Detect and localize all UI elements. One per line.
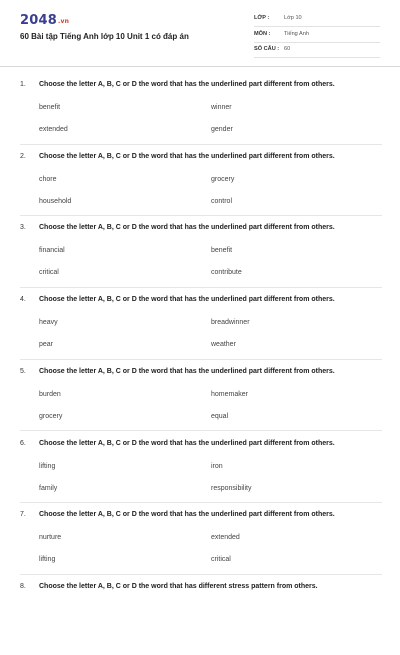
question-divider	[20, 144, 382, 145]
answer-option[interactable]: benefit	[211, 247, 233, 255]
question-number: 8.	[20, 582, 26, 590]
answer-option[interactable]: homemaker	[211, 390, 248, 398]
question-divider	[20, 287, 382, 288]
answer-option[interactable]: critical	[211, 556, 231, 564]
question-number: 5.	[20, 367, 26, 375]
question-number: 4.	[20, 296, 26, 304]
question-number: 1.	[20, 81, 26, 88]
answer-option[interactable]: winner	[211, 104, 232, 111]
answer-option[interactable]: lifting	[39, 462, 56, 470]
question-divider	[20, 574, 382, 575]
page-header	[0, 0, 400, 67]
question-item	[0, 440, 400, 512]
answer-option[interactable]: control	[211, 197, 233, 205]
logo-text: 2048	[20, 13, 57, 28]
answer-option[interactable]: chore	[39, 175, 57, 183]
meta-question-count	[254, 43, 380, 58]
question-stem: Choose the letter A, B, C or D the word that has the underlined part different from others.	[39, 81, 335, 88]
question-stem: Choose the letter A, B, C or D the word that has the underlined part different from others.	[39, 152, 335, 160]
question-stem: Choose the letter A, B, C or D the word that has the underlined part different from others.	[39, 224, 335, 232]
answer-option[interactable]: grocery	[211, 175, 235, 183]
answer-option[interactable]: extended	[39, 126, 68, 133]
logo-suffix: .vn	[57, 18, 70, 25]
answer-option[interactable]: heavy	[39, 319, 58, 327]
question-item	[0, 368, 400, 440]
answer-option[interactable]: responsibility	[211, 484, 252, 492]
meta-value: Tiếng Anh	[284, 31, 309, 37]
answer-option[interactable]: iron	[211, 462, 223, 470]
meta-grade	[254, 12, 380, 27]
answer-option[interactable]: equal	[211, 412, 229, 420]
answer-option[interactable]: grocery	[39, 412, 63, 420]
meta-key: LỚP :	[254, 15, 270, 21]
question-item	[0, 296, 400, 368]
question-item	[0, 153, 400, 225]
question-divider	[20, 502, 382, 503]
meta-key: MÔN :	[254, 31, 271, 37]
question-number: 2.	[20, 152, 26, 160]
answer-option[interactable]: contribute	[211, 269, 242, 277]
question-stem: Choose the letter A, B, C or D the word that has different stress pattern from others.	[39, 582, 318, 590]
answer-option[interactable]: benefit	[39, 104, 61, 111]
answer-option[interactable]: financial	[39, 247, 65, 255]
question-stem: Choose the letter A, B, C or D the word that has the underlined part different from others.	[39, 367, 335, 375]
meta-value: 60	[284, 46, 291, 52]
answer-option[interactable]: pear	[39, 341, 54, 349]
question-divider	[20, 215, 382, 216]
answer-option[interactable]: family	[39, 484, 58, 492]
question-item	[0, 224, 400, 296]
meta-value: Lớp 10	[284, 15, 302, 21]
answer-option[interactable]: weather	[211, 341, 236, 349]
meta-subject	[254, 28, 380, 43]
question-number: 7.	[20, 511, 26, 519]
question-divider	[20, 430, 382, 431]
answer-option[interactable]: burden	[39, 390, 61, 398]
question-item	[0, 81, 400, 153]
question-item	[0, 583, 400, 655]
answer-option[interactable]: lifting	[39, 556, 56, 564]
question-stem: Choose the letter A, B, C or D the word that has the underlined part different from others.	[39, 296, 335, 304]
answer-option[interactable]: extended	[211, 534, 240, 542]
answer-option[interactable]: nurture	[39, 534, 62, 542]
question-number: 6.	[20, 439, 26, 447]
document-title: 60 Bài tập Tiếng Anh lớp 10 Unit 1 có đáp án	[20, 32, 189, 41]
answer-option[interactable]: critical	[39, 269, 59, 277]
question-divider	[20, 359, 382, 360]
site-logo[interactable]	[20, 13, 69, 28]
question-item	[0, 511, 400, 583]
question-stem: Choose the letter A, B, C or D the word that has the underlined part different from others.	[39, 439, 335, 447]
question-number: 3.	[20, 224, 26, 232]
answer-option[interactable]: breadwinner	[211, 319, 250, 327]
question-stem: Choose the letter A, B, C or D the word that has the underlined part different from others.	[39, 511, 335, 519]
answer-option[interactable]: gender	[211, 126, 233, 133]
meta-key: SỐ CÂU :	[254, 46, 280, 52]
answer-option[interactable]: household	[39, 197, 72, 205]
